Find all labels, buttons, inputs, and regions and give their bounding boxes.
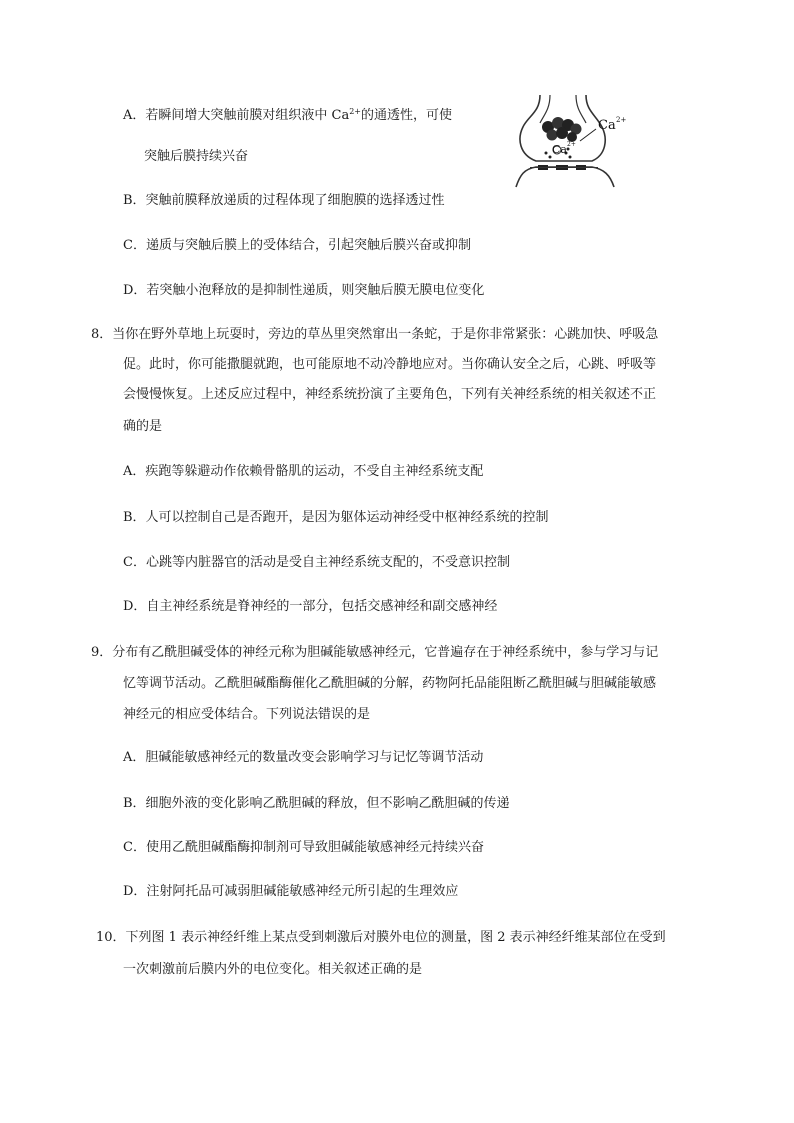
synapse-diagram — [510, 93, 630, 191]
receptors — [530, 165, 598, 170]
q7-option-a-line2: 突触后膜持续兴奋 — [144, 149, 249, 164]
q8-stem-line2: 促。此时，你可能撒腿就跑，也可能原地不动冷静地应对。当你确认安全之后，心跳、呼吸等 — [123, 357, 657, 372]
q9-option-c: C．使用乙酰胆碱酯酶抑制剂可导致胆碱能敏感神经元持续兴奋 — [123, 840, 484, 855]
q9-stem-line1: 9．分布有乙酰胆碱受体的神经元称为胆碱能敏感神经元，它普遍存在于神经系统中，参与学习与记 — [91, 645, 659, 660]
q8-option-b: B．人可以控制自己是否跑开，是因为躯体运动神经受中枢神经系统的控制 — [123, 510, 549, 525]
inner-calcium-label: Ca — [552, 143, 567, 156]
superscript: 2+ — [349, 107, 362, 116]
q8-option-c: C．心跳等内脏器官的活动是受自主神经系统支配的，不受意识控制 — [123, 555, 510, 570]
synaptic-vesicles — [542, 117, 582, 142]
q7-option-b: B．突触前膜释放递质的过程体现了细胞膜的选择透过性 — [123, 193, 445, 208]
q8-stem-line1: 8．当你在野外草地上玩耍时，旁边的草丛里突然窜出一条蛇，于是你非常紧张：心跳加快、呼吸急 — [91, 327, 659, 342]
q9-stem-line2: 忆等调节活动。乙酰胆碱酯酶催化乙酰胆碱的分解，药物阿托品能阻断乙酰胆碱与胆碱能敏感 — [123, 676, 657, 691]
q8-stem-line4: 确的是 — [123, 419, 163, 434]
q8-stem-line3: 会慢慢恢复。上述反应过程中，神经系统扮演了主要角色，下列有关神经系统的相关叙述不正 — [123, 387, 657, 402]
q10-stem-line1: 10．下列图 1 表示神经纤维上某点受到刺激后对膜外电位的测量，图 2 表示神经纤维某部位在受到 — [96, 930, 666, 945]
q9-option-a: A．胆碱能敏感神经元的数量改变会影响学习与记忆等调节活动 — [123, 750, 484, 765]
q8-option-a: A．疾跑等躲避动作依赖骨骼肌的运动，不受自主神经系统支配 — [123, 464, 484, 479]
svg-text:2+: 2+ — [567, 141, 576, 148]
q7-option-a-line1: A．若瞬间增大突触前膜对组织液中 $Ca^{2+}$的通透性，可使 — [123, 107, 453, 123]
outer-calcium-label: Ca — [598, 118, 616, 133]
q9-option-d: D．注射阿托品可减弱胆碱能敏感神经元所引起的生理效应 — [123, 884, 459, 899]
q9-stem-line3: 神经元的相应受体结合。下列说法错误的是 — [123, 707, 371, 722]
svg-text:2+: 2+ — [616, 116, 627, 124]
q9-option-b: B．细胞外液的变化影响乙酰胆碱的释放，但不影响乙酰胆碱的传递 — [123, 796, 510, 811]
q8-option-d: D．自主神经系统是脊神经的一部分，包括交感神经和副交感神经 — [123, 599, 498, 614]
q7-option-d: D．若突触小泡释放的是抑制性递质，则突触后膜无膜电位变化 — [123, 283, 485, 298]
q7-option-c: C．递质与突触后膜上的受体结合，引起突触后膜兴奋或抑制 — [123, 238, 471, 253]
q10-stem-line2: 一次刺激前后膜内外的电位变化。相关叙述正确的是 — [123, 962, 423, 977]
